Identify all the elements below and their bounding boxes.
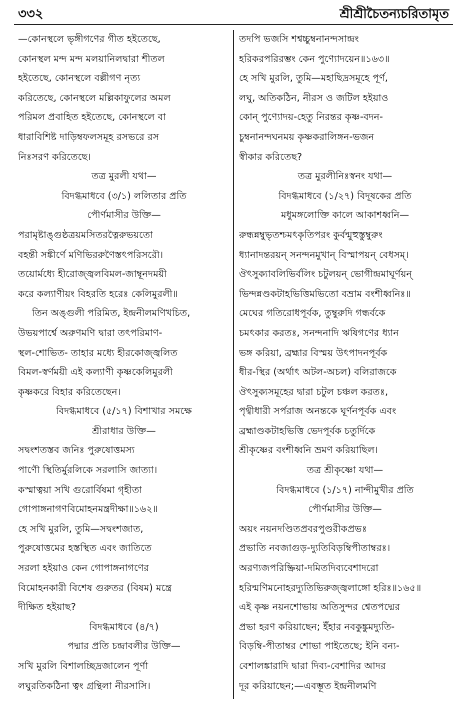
- left-column: [18, 30, 230, 696]
- citation: বিদগ্ধমাধবে (১/২৭) বিদূষকের প্রতি: [278, 190, 412, 202]
- verse-line: সখি মুরলি বিশালচ্ছিদ্রজালেন পূর্ণা: [18, 661, 149, 672]
- text-line: পুরুষোত্তমের হস্তস্থিত এবং জাতিতে: [18, 543, 152, 555]
- citation: পৌর্ণমাসীর উক্তি—: [308, 504, 382, 516]
- text-line: উভয়পার্শ্বে অরুণমণি দ্বারা তৎপরিমাণ-: [18, 327, 163, 339]
- text-line: স্বীকার করিতেছ?: [239, 151, 303, 163]
- citation: বিদগ্ধমাধবে (১/১৭) নান্দীমুখীর প্রতি: [276, 484, 414, 496]
- page-number: ৩৩২: [18, 7, 44, 22]
- text-line: —কোনস্থলে ভৃঙ্গীগণের গীত হইতেছে,: [18, 34, 161, 45]
- text-line: হে সখি মুরলি, তুমি—মহাছিদ্রসমূহে পূর্ণ,: [239, 73, 388, 85]
- verse-line: হরিকরপরিরম্ভং কেন পুণ্যোদয়েন॥১৬৩॥: [239, 53, 390, 65]
- header-rule: [14, 24, 453, 25]
- text-line: হে সখি মুরলি, তুমি—সদ্বংশজাত,: [18, 523, 144, 535]
- verse-line: ঔৎসুক্যাবলিভির্বলিং চটুলয়ন্ ভোগীন্দ্রমাঘূর্ণয়ন্: [239, 269, 412, 281]
- citation: বিদগ্ধমাধবে (৪/৭): [89, 621, 159, 633]
- text-line: শ্রীকৃষ্ণের বংশীধ্বনি ভ্রমণ করিয়াছিল।: [239, 445, 378, 457]
- verse-line: তদপি ভজসি শশ্বচ্চুম্বনানন্দসান্দ্রং: [239, 34, 359, 45]
- verse-line: অয়ং নয়নদণ্ডিতপ্রবরপুণ্ডরীকপ্রভঃ: [239, 523, 367, 535]
- verse-line: ধ্যানাদন্তরয়ন্ সনন্দনমুখান্ বিস্মাপয়ন্ বেধসম্।: [239, 249, 409, 261]
- text-line: বিমল-স্বর্ণময়ী এই কল্যাণী কৃষ্ণকেলিমুরলী: [18, 367, 173, 379]
- text-line: এই কৃষ্ণ নয়নশোভায় অতিসুন্দর শ্বেতপদ্মের: [239, 602, 400, 614]
- text-line: তিন অঙ্গুলী পরিমিত, ইন্দ্রনীলমণিখচিত,: [32, 308, 191, 320]
- text-line: সরলা হইয়াও কেন গোপাঙ্গনাগণের: [18, 563, 149, 575]
- text-line: দূর করিয়াছেন;—এবম্ভূত ইন্দ্রনীলমণি: [239, 680, 377, 692]
- column-divider: [233, 30, 234, 699]
- text-line: পৃথ্বীধারী সর্পরাজ অনন্তকে ঘূর্ণনপূর্বক এবং: [239, 406, 397, 418]
- text-line: ঔৎসুক্যসমূহের দ্বারা চটুল চঞ্চল করতঃ,: [239, 386, 389, 398]
- section-heading: তত্র মুরলীনিঃস্বনং যথা—: [297, 171, 393, 183]
- verse-line: প্রভাতি নবজাগুড়-দ্যুতিবিড়ম্বিপীতাম্বরঃ।: [239, 543, 391, 555]
- verse-line: কস্মাত্বয়া সখি গুরোর্বিষমা গৃহীতা: [18, 484, 142, 496]
- text-line: ধীর-স্থির (অর্থাৎ অটল-অচল) বলিরাজকে: [239, 367, 397, 379]
- verse-line: সদ্বংশতস্তব জনিঃ পুরুষোত্তমস্য: [18, 445, 135, 457]
- section-heading: তত্র মুরলী যথা—: [91, 171, 157, 183]
- text-line: ভঙ্গ করিয়া, ব্রহ্মার বিস্ময় উৎপাদনপূর্বক: [239, 347, 388, 359]
- citation: পৌর্ণমাসীর উক্তি—: [87, 210, 161, 222]
- text-line: কোন্ পুণ্যোদয়-হেতু নিরন্তর কৃষ্ণ-বদন-: [239, 112, 383, 124]
- verse-line: লঘুরতিকঠিনা ত্বং গ্রন্থিলা নীরসাসি।: [18, 680, 151, 692]
- verse-line: পাণৌ স্থিতির্মুরলিকে সরলাসি জাত্যা।: [18, 465, 158, 477]
- text-line: চুম্বনানন্দঘনময় কৃষ্ণকরালিঙ্গন-ভজন: [239, 131, 375, 143]
- verse-line: অরণ্যজপরিষ্ক্রিয়া-দমিতদিব্যবেশাদরো: [239, 563, 379, 575]
- text-line: দীক্ষিত হইয়াছ?: [18, 602, 76, 614]
- text-line: লঘু, অতিকঠিন, নীরস ও জটিল হইয়াও: [239, 92, 389, 104]
- text-line: বিড়ম্বি-পীতাম্বর শোভা পাইতেছে; ইনি বন্য-: [239, 641, 400, 653]
- citation: বিদগ্ধমাধবে (৫/১৭) বিশাখার সমক্ষে: [56, 406, 192, 418]
- text-line: ধারাবিশিষ্ট দাড়িম্বফলসমূহ রসভরে রস: [18, 131, 160, 143]
- citation: বিদগ্ধমাধবে (৩/১) ললিতার প্রতি: [61, 190, 187, 202]
- citation: পদ্মার প্রতি চন্দ্রাবলীর উক্তি—: [67, 641, 181, 653]
- book-title: শ্রীশ্রীচৈতন্যচরিতামৃত: [339, 7, 449, 22]
- citation: মধুমঙ্গলোক্তি কালে আকাশধ্বনি—: [280, 210, 410, 222]
- text-line: পরিমল প্রবাহিত হইতেছে, কোনস্থলে বা: [18, 112, 166, 124]
- verse-line: বহন্তী সঙ্কীর্ণে মণিভিররুণৈস্তৎপরিসরৌ।: [18, 249, 164, 261]
- text-line: হইতেছে, কোনস্থলে বল্লীগণ নৃত্য: [18, 73, 141, 85]
- text-line: নিঃসরণ করিতেছে।: [18, 151, 91, 163]
- verse-line: করে কল্যাণীয়ং বিহরতি হরেঃ কেলিমুরলী॥: [18, 288, 178, 300]
- text-line: ব্রহ্মাণ্ডকটাহভিত্তি ভেদপূর্বক চতুর্দিকে: [239, 425, 376, 437]
- text-line: স্থল-শোভিত- তাহার মধ্যে হীরকোজ্জ্বলিত: [18, 347, 178, 359]
- text-line: বেশালঙ্কারাদি দ্বারা দিব্য-বেশাদির আদর: [239, 661, 386, 672]
- text-line: করিতেছে, কোনস্থলে মল্লিকাফুলের অমল: [18, 92, 171, 104]
- verse-line: হরিন্মণিমনোহরদ্যুতিভিরুজ্জ্বলাঙ্গো হরিঃ॥১৬৫॥: [239, 582, 422, 594]
- verse-line: পরামৃষ্টাঙ্গুষ্ঠত্রয়মসিতরত্নৈরুভয়তো: [18, 229, 153, 241]
- section-heading: তত্র শ্রীকৃষ্ণো যথা—: [306, 465, 384, 477]
- text-line: বিমোহনকারী বিশেষ গুরুতর (বিষম) মন্ত্রে: [18, 582, 172, 594]
- verse-line: রুন্ধন্নম্বুভৃতশ্চমৎকৃতিপরং কুর্বন্মুহুস্তুম্বুরুং: [239, 229, 383, 241]
- citation: শ্রীরাধার উক্তি—: [92, 425, 156, 437]
- text-line: প্রভা হরণ করিয়াছেন; ইঁহার নবকুঙ্কুমদ্যুতি-: [239, 621, 395, 633]
- right-column: [239, 30, 451, 696]
- text-line: চমৎকার করতঃ, সনন্দনাদি ঋষিগণের ধ্যান: [239, 327, 399, 339]
- text-line: কোনস্থল মন্দ মন্দ মলয়ানিলদ্বারা শীতল: [18, 53, 165, 65]
- text-line: কৃষ্ণকরে বিহার করিতেছেন।: [18, 386, 121, 398]
- text-line: মেঘের গতিরোধপূর্বক, তুম্বুরুদি গন্ধর্বকে: [239, 308, 386, 320]
- verse-line: তয়োর্মধ্যে হীরোজ্জ্বলবিমল-জাম্বূনদময়ী: [18, 269, 167, 281]
- verse-line: ভিন্দন্নণ্ডকটাহভিত্তিমভিতো বভ্রাম বংশীধ্বনিঃ॥: [239, 288, 411, 300]
- verse-line: গোপাঙ্গনাগণবিমোহনমন্ত্রদীক্ষা॥১৬২॥: [18, 504, 158, 516]
